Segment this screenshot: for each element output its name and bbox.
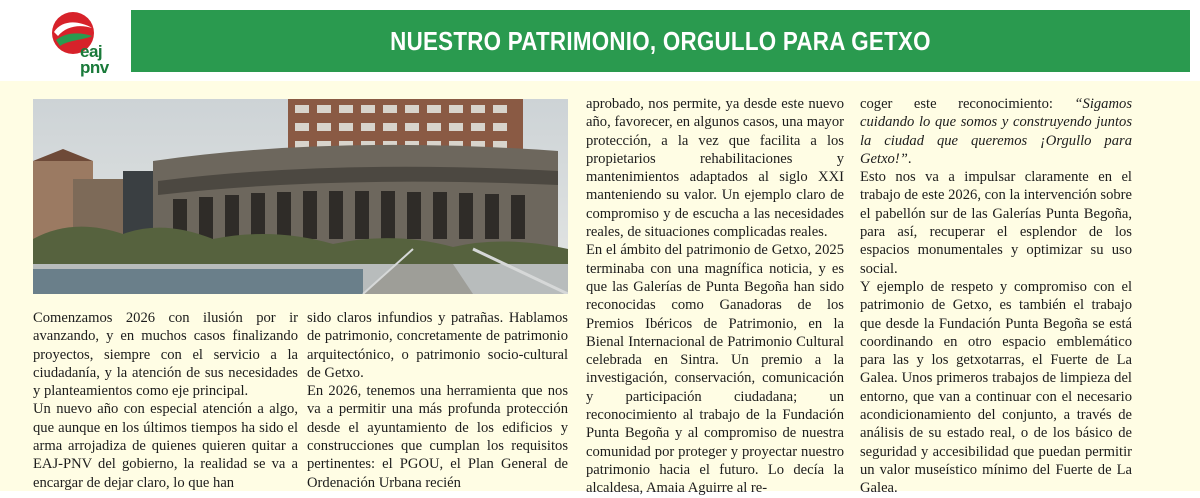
article-column-1	[33, 309, 298, 492]
galerias-punta-begona-photo	[33, 99, 568, 294]
logo-line-eaj: eaj	[80, 42, 103, 61]
paragraph: Y ejemplo de respeto y compromiso con el patrimonio de Getxo, es también el trabajo que desde la Fundación Punta Begoña se está coordinando en otro espacio emblemático para las y los getxotarras, el Fuerte de La Galea. Unos primeros trabajos de limpieza del entorno, que van a continuar con el necesario acondicionamiento del conjunto, a través de análisis de su estado real, o de los básico de seguridad y accesibilidad que puedan permitir un valor museístico mínimo del Fuerte de La Galea.	[860, 278, 1132, 497]
page-title: NUESTRO PATRIMONIO, ORGULLO PARA GETXO	[390, 26, 931, 56]
paragraph: Un nuevo año con especial atención a algo, que aunque en los últimos tiempos ha sido el arma arrojadiza de quienes quieren quitar a EAJ-PNV del gobierno, la realidad se va a encargar de dejar claro, lo que han	[33, 401, 298, 491]
logo-line-pnv: pnv	[80, 58, 109, 77]
header-bar	[131, 10, 1190, 72]
quote-intro: coger este reconocimiento:	[860, 96, 1075, 112]
paragraph-with-quote	[860, 95, 1132, 168]
article-column-2	[307, 309, 568, 492]
paragraph: Comenzamos 2026 con ilusión por ir avanzando, y en muchos casos finalizando proyectos, siempre con el servicio a la ciudadanía, y la atención de sus necesidades y planteamientos como eje principal.	[33, 310, 298, 400]
paragraph: aprobado, nos permite, ya desde este nuevo año, favorecer, en algunos casos, una mayor protección, a la vez que facilita a los propietarios rehabilitaciones y mantenimientos adaptados al siglo XXI manteniendo su valor. Un ejemplo claro de compromiso y de escucha a las necesidades reales, de situaciones complicadas reales.	[586, 96, 844, 241]
paragraph: Esto nos va a impulsar claramente en el trabajo de este 2026, con la intervención sobre el pabellón sur de las Galerías Punta Begoña, para así, recuperar el esplendor de los espacios monumentales y optimizar su uso social.	[860, 169, 1132, 277]
article-column-3	[586, 95, 844, 498]
quote-end: .	[907, 150, 912, 167]
article-body	[0, 81, 1200, 497]
paragraph: sido claros infundios y patrañas. Hablamos de patrimonio, concretamente de patrimonio arquitectónico, o patrimonio socio-cultural de Getxo.	[307, 310, 568, 381]
paragraph: En 2026, tenemos una herramienta que nos va a permitir una más profunda protección desde el ayuntamiento de los edificios y construcciones que cumplan los requisitos pertinentes: el PGOU, el Plan General de Ordenación Urbana recién	[307, 383, 568, 491]
article-column-4	[860, 95, 1132, 498]
eaj-pnv-logo	[40, 10, 132, 78]
logo-text	[80, 44, 109, 76]
paragraph: En el ámbito del patrimonio de Getxo, 2025 terminaba con una magnífica noticia, y es que las Galerías de Punta Begoña han sido reconocidas como Ganadoras de los Premios Ibéricos de Patrimonio, en la Bienal Internacional de Patrimonio Cultural celebrada en Sintra. Un premio a la investigación, conservación, comunicación y participación ciudadana; un reconocimiento al trabajo de la Fundación Punta Begoña y al compromiso de nuestra comunidad por proteger y proyectar nuestro patrimonio hacia el futuro. Lo decía la alcaldesa, Amaia Aguirre al re-	[586, 242, 844, 497]
mayor-quote: “Sigamos cuidando lo que somos y construyendo juntos la ciudad que queremos ¡Orgullo para Getxo!”	[860, 96, 1132, 167]
